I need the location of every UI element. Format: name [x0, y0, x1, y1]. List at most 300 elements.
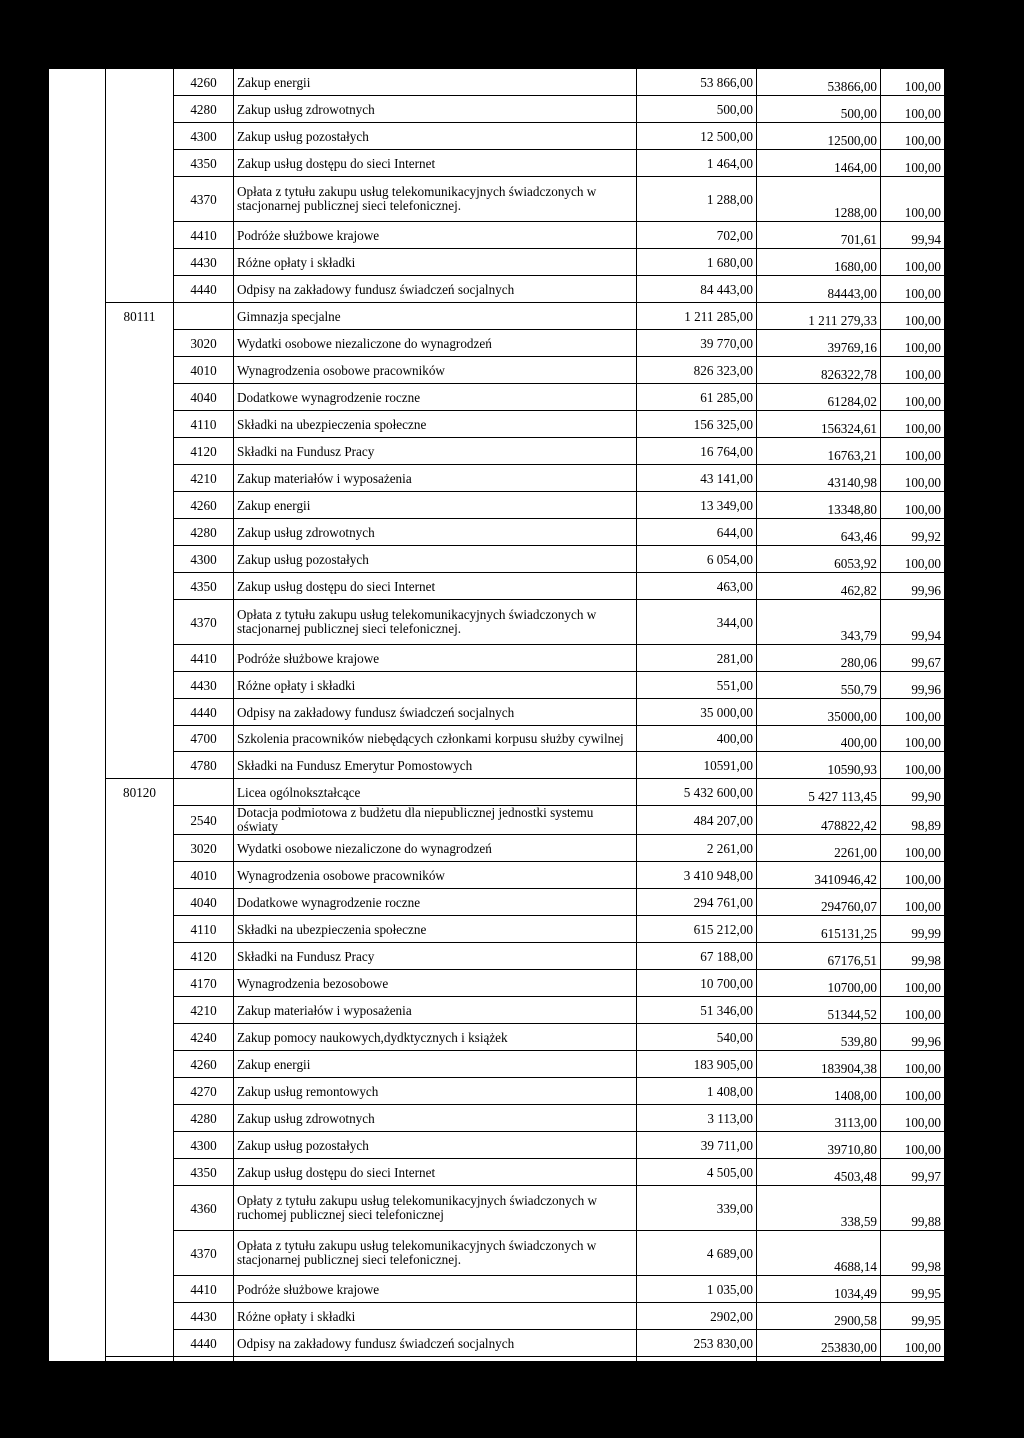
dzial-cell [49, 726, 106, 752]
rozdzial-cell [106, 222, 174, 249]
plan-cell: 500,00 [637, 96, 757, 123]
plan-cell: 1 288,00 [637, 177, 757, 222]
plan-cell: 1 680,00 [637, 249, 757, 276]
rozdzial-cell [106, 1105, 174, 1132]
table-row [49, 1078, 945, 1105]
dzial-cell [49, 1231, 106, 1276]
dzial-cell [49, 519, 106, 546]
plan-cell: 644,00 [637, 519, 757, 546]
plan-cell: 1 408,00 [637, 1078, 757, 1105]
nazwa-cell: Gimnazja specjalne [234, 303, 637, 330]
table-row [49, 123, 945, 150]
procent-cell: 100,00 [881, 96, 945, 123]
dzial-cell [49, 970, 106, 997]
procent-cell: 99,67 [881, 645, 945, 672]
nazwa-cell: Zakup usług dostępu do sieci Internet [234, 573, 637, 600]
rozdzial-cell: 80120 [106, 779, 174, 806]
rozdzial-cell [106, 1276, 174, 1303]
table-row [49, 779, 945, 806]
table-row [49, 465, 945, 492]
nazwa-cell: Odpisy na zakładowy fundusz świadczeń socjalnych [234, 1330, 637, 1357]
wykonanie-cell: 701,61 [757, 222, 881, 249]
dzial-cell [49, 1078, 106, 1105]
wykonanie-cell: 39710,80 [757, 1132, 881, 1159]
wykonanie-cell: 280,06 [757, 645, 881, 672]
rozdzial-cell [106, 1411, 174, 1438]
wykonanie-cell: 84443,00 [757, 276, 881, 303]
rozdzial-cell [106, 573, 174, 600]
procent-cell: 100,00 [881, 492, 945, 519]
paragraf-cell: 4300 [174, 546, 234, 573]
procent-cell: 100,00 [881, 357, 945, 384]
wykonanie-cell: 2900,58 [757, 1303, 881, 1330]
wykonanie-cell: 2261,00 [757, 835, 881, 862]
wykonanie-cell: 1288,00 [757, 177, 881, 222]
procent-cell: 100,00 [881, 699, 945, 726]
plan-cell: 3 410 948,00 [637, 862, 757, 889]
rozdzial-cell [106, 1186, 174, 1231]
rozdzial-cell [106, 249, 174, 276]
dzial-cell [49, 276, 106, 303]
table-row [49, 1105, 945, 1132]
nazwa-cell: Zakup materiałów i wyposażenia [234, 465, 637, 492]
rozdzial-cell [106, 672, 174, 699]
table-row [49, 862, 945, 889]
nazwa-cell: Składki na ubezpieczenia społeczne [234, 411, 637, 438]
plan-cell: 2 261,00 [637, 835, 757, 862]
nazwa-cell: Dotacja podmiotowa z budżetu dla niepublicznej jednostki systemu oświaty [234, 806, 637, 835]
nazwa-cell [234, 1411, 637, 1438]
paragraf-cell: 4410 [174, 222, 234, 249]
table-row [49, 276, 945, 303]
plan-cell: 484 207,00 [637, 806, 757, 835]
wykonanie-cell: 10700,00 [757, 970, 881, 997]
paragraf-cell [174, 779, 234, 806]
wykonanie-cell: 1 211 279,33 [757, 303, 881, 330]
table-row [49, 1186, 945, 1231]
table-row [49, 600, 945, 645]
dzial-cell [49, 862, 106, 889]
paragraf-cell: 4010 [174, 1411, 234, 1438]
procent-cell: 100,00 [881, 303, 945, 330]
procent-cell: 99,94 [881, 222, 945, 249]
nazwa-cell: Opłata z tytułu zakupu usług telekomunikacyjnych świadczonych w stacjonarnej publicznej sieci telefonicznej. [234, 600, 637, 645]
dzial-cell [49, 303, 106, 330]
rozdzial-cell [106, 177, 174, 222]
plan-cell: 39 770,00 [637, 330, 757, 357]
nazwa-cell: Zakup usług remontowych [234, 1078, 637, 1105]
rozdzial-cell [106, 862, 174, 889]
dzial-cell [49, 1024, 106, 1051]
table-row [49, 752, 945, 779]
wykonanie-cell: 183904,38 [757, 1051, 881, 1078]
plan-cell: 551,00 [637, 672, 757, 699]
table-row [49, 492, 945, 519]
table-row [49, 519, 945, 546]
plan-cell: 67 188,00 [637, 943, 757, 970]
rozdzial-cell [106, 1078, 174, 1105]
table-row [49, 150, 945, 177]
wykonanie-cell: 6053,92 [757, 546, 881, 573]
rozdzial-cell: 80111 [106, 303, 174, 330]
procent-cell: 100,00 [881, 1105, 945, 1132]
dzial-cell [49, 249, 106, 276]
rozdzial-cell [106, 384, 174, 411]
rozdzial-cell [106, 69, 174, 96]
dzial-cell [49, 1132, 106, 1159]
table-row [49, 943, 945, 970]
table-row [49, 1231, 945, 1276]
wykonanie-cell: 1464,00 [757, 150, 881, 177]
paragraf-cell: 4360 [174, 1186, 234, 1231]
plan-cell: 61 285,00 [637, 384, 757, 411]
wykonanie-cell: 400,00 [757, 726, 881, 752]
procent-cell: 98,89 [881, 806, 945, 835]
nazwa-cell: Zakup energii [234, 69, 637, 96]
dzial-cell [49, 1303, 106, 1330]
rozdzial-cell [106, 465, 174, 492]
plan-cell: 183 905,00 [637, 1051, 757, 1078]
table-row [49, 96, 945, 123]
rozdzial-cell [106, 600, 174, 645]
plan-cell: 400,00 [637, 726, 757, 752]
table-row [49, 222, 945, 249]
table-row [49, 546, 945, 573]
dzial-cell [49, 806, 106, 835]
dzial-cell [49, 943, 106, 970]
procent-cell: 99,95 [881, 1303, 945, 1330]
rozdzial-cell [106, 997, 174, 1024]
wykonanie-cell: 16763,21 [757, 438, 881, 465]
table-row [49, 997, 945, 1024]
procent-cell: 100,00 [881, 438, 945, 465]
plan-cell: 615 212,00 [637, 916, 757, 943]
plan-cell: 463,00 [637, 573, 757, 600]
nazwa-cell: Dodatkowe wynagrodzenie roczne [234, 889, 637, 916]
paragraf-cell: 4430 [174, 672, 234, 699]
table-row [49, 916, 945, 943]
table-row [49, 303, 945, 330]
nazwa-cell: Opłata z tytułu zakupu usług telekomunikacyjnych świadczonych w stacjonarnej publicznej sieci telefonicznej. [234, 1231, 637, 1276]
table-row [49, 726, 945, 752]
wykonanie-cell: 39769,16 [757, 330, 881, 357]
wykonanie-cell: 67176,51 [757, 943, 881, 970]
dzial-cell [49, 465, 106, 492]
paragraf-cell: 4270 [174, 1078, 234, 1105]
dzial-cell [49, 672, 106, 699]
rozdzial-cell [106, 1384, 174, 1411]
dzial-cell [49, 411, 106, 438]
procent-cell: 100,00 [881, 465, 945, 492]
nazwa-cell: Podróże służbowe krajowe [234, 222, 637, 249]
paragraf-cell: 4440 [174, 276, 234, 303]
table-row [49, 1024, 945, 1051]
table-row [49, 835, 945, 862]
paragraf-cell: 4260 [174, 492, 234, 519]
paragraf-cell: 4350 [174, 150, 234, 177]
dzial-cell [49, 357, 106, 384]
dzial-cell [49, 330, 106, 357]
rozdzial-cell [106, 1051, 174, 1078]
plan-cell: 53 866,00 [637, 69, 757, 96]
table-row [49, 69, 945, 96]
procent-cell: 99,98 [881, 1231, 945, 1276]
paragraf-cell: 4370 [174, 600, 234, 645]
procent-cell: 100,00 [881, 123, 945, 150]
procent-cell: 99,94 [881, 600, 945, 645]
procent-cell: 100,00 [881, 1132, 945, 1159]
nazwa-cell: Opłata z tytułu zakupu usług telekomunikacyjnych świadczonych w stacjonarnej publicznej sieci telefonicznej. [234, 177, 637, 222]
nazwa-cell: Wydatki osobowe niezaliczone do wynagrodzeń [234, 835, 637, 862]
procent-cell: 100,00 [881, 69, 945, 96]
dzial-cell [49, 1330, 106, 1357]
table-row [49, 1132, 945, 1159]
rozdzial-cell [106, 546, 174, 573]
paragraf-cell: 4440 [174, 699, 234, 726]
nazwa-cell: Zakup usług zdrowotnych [234, 96, 637, 123]
rozdzial-cell [106, 519, 174, 546]
wykonanie-cell: 294760,07 [757, 889, 881, 916]
wykonanie-cell: 53866,00 [757, 69, 881, 96]
plan-cell: 1 035,00 [637, 1276, 757, 1303]
nazwa-cell: Zakup usług zdrowotnych [234, 519, 637, 546]
table-row [49, 384, 945, 411]
rozdzial-cell [106, 492, 174, 519]
paragraf-cell: 4280 [174, 519, 234, 546]
paragraf-cell [174, 1357, 234, 1384]
paragraf-cell: 4110 [174, 411, 234, 438]
plan-cell: 1 464,00 [637, 150, 757, 177]
plan-cell: 339,00 [637, 1186, 757, 1231]
wykonanie-cell: 13348,80 [757, 492, 881, 519]
nazwa-cell: Podróże służbowe krajowe [234, 1276, 637, 1303]
table-row [49, 970, 945, 997]
procent-cell: 99,96 [881, 1024, 945, 1051]
paragraf-cell: 4040 [174, 384, 234, 411]
procent-cell: 99,96 [881, 672, 945, 699]
nazwa-cell: Szkolenia pracowników niebędących członkami korpusu służby cywilnej [234, 726, 637, 752]
nazwa-cell: Zakup pomocy naukowych,dydktycznych i książek [234, 1024, 637, 1051]
paragraf-cell: 4240 [174, 1024, 234, 1051]
paragraf-cell: 4120 [174, 943, 234, 970]
nazwa-cell: Licea ogólnokształcące [234, 779, 637, 806]
wykonanie-cell: 615131,25 [757, 916, 881, 943]
wykonanie-cell: 3113,00 [757, 1105, 881, 1132]
table-row [49, 411, 945, 438]
rozdzial-cell [106, 1231, 174, 1276]
table-row [49, 249, 945, 276]
nazwa-cell: Dodatkowe wynagrodzenie roczne [234, 384, 637, 411]
wykonanie-cell: 43140,98 [757, 465, 881, 492]
paragraf-cell: 4010 [174, 357, 234, 384]
wykonanie-cell: 253830,00 [757, 1330, 881, 1357]
budget-table [48, 68, 945, 1438]
plan-cell: 294 761,00 [637, 889, 757, 916]
paragraf-cell: 3020 [174, 835, 234, 862]
table-row [49, 1384, 945, 1411]
paragraf-cell: 4260 [174, 1051, 234, 1078]
rozdzial-cell [106, 1024, 174, 1051]
rozdzial-cell [106, 943, 174, 970]
nazwa-cell: Wydatki osobowe niezaliczone do wynagrodzeń [234, 330, 637, 357]
nazwa-cell: Opłaty z tytułu zakupu usług telekomunikacyjnych świadczonych w ruchomej publicznej sieci telefonicznej [234, 1186, 637, 1231]
wykonanie-cell: 462,82 [757, 573, 881, 600]
paragraf-cell: 4300 [174, 1132, 234, 1159]
wykonanie-cell: 338,59 [757, 1186, 881, 1231]
procent-cell: 99,90 [881, 779, 945, 806]
paragraf-cell: 2540 [174, 806, 234, 835]
wykonanie-cell: 478822,42 [757, 806, 881, 835]
plan-cell: 43 141,00 [637, 465, 757, 492]
wykonanie-cell: 4503,48 [757, 1159, 881, 1186]
rozdzial-cell [106, 889, 174, 916]
procent-cell: 100,00 [881, 726, 945, 752]
dzial-cell [49, 492, 106, 519]
plan-cell: 2902,00 [637, 1303, 757, 1330]
wykonanie-cell: 1408,00 [757, 1078, 881, 1105]
procent-cell: 100,00 [881, 889, 945, 916]
paragraf-cell: 4210 [174, 465, 234, 492]
nazwa-cell: Zakup usług pozostałych [234, 1132, 637, 1159]
plan-cell: 35 000,00 [637, 699, 757, 726]
wykonanie-cell: 12500,00 [757, 123, 881, 150]
dzial-cell [49, 96, 106, 123]
wykonanie-cell: 1680,00 [757, 249, 881, 276]
rozdzial-cell [106, 150, 174, 177]
table-row [49, 645, 945, 672]
nazwa-cell: Odpisy na zakładowy fundusz świadczeń socjalnych [234, 276, 637, 303]
paragraf-cell: 4120 [174, 438, 234, 465]
wykonanie-cell: 500,00 [757, 96, 881, 123]
table-row [49, 1303, 945, 1330]
table-row [49, 1411, 945, 1438]
dzial-cell [49, 123, 106, 150]
dzial-cell [49, 1051, 106, 1078]
procent-cell: 100,00 [881, 546, 945, 573]
nazwa-cell: Różne opłaty i składki [234, 672, 637, 699]
paragraf-cell: 4280 [174, 1105, 234, 1132]
dzial-cell [49, 1411, 106, 1438]
paragraf-cell: 4440 [174, 1330, 234, 1357]
wykonanie-cell: 539,80 [757, 1024, 881, 1051]
rozdzial-cell [106, 276, 174, 303]
rozdzial-cell [106, 330, 174, 357]
procent-cell: 99,88 [881, 1186, 945, 1231]
dzial-cell [49, 997, 106, 1024]
plan-cell: 1 211 285,00 [637, 303, 757, 330]
nazwa-cell: Zakup usług dostępu do sieci Internet [234, 1159, 637, 1186]
plan-cell: 253 830,00 [637, 1330, 757, 1357]
dzial-cell [49, 1384, 106, 1411]
plan-cell: 4 505,00 [637, 1159, 757, 1186]
plan-cell [637, 1411, 757, 1438]
table-row [49, 699, 945, 726]
procent-cell: 99,97 [881, 1159, 945, 1186]
paragraf-cell: 4780 [174, 752, 234, 779]
nazwa-cell: Wydatki osobowe niezaliczone do wynagrodzeń [234, 1384, 637, 1411]
procent-cell: 100,00 [881, 276, 945, 303]
procent-cell: 100,00 [881, 1357, 945, 1384]
dzial-cell [49, 779, 106, 806]
procent-cell [881, 1411, 945, 1438]
table-row [49, 438, 945, 465]
plan-cell: 858 492,00 [637, 1357, 757, 1384]
procent-cell: 100,00 [881, 330, 945, 357]
wykonanie-cell: 643,46 [757, 519, 881, 546]
paragraf-cell [174, 303, 234, 330]
paragraf-cell: 4210 [174, 997, 234, 1024]
dzial-cell [49, 645, 106, 672]
wykonanie-cell [757, 1411, 881, 1438]
nazwa-cell: Odpisy na zakładowy fundusz świadczeń socjalnych [234, 699, 637, 726]
dzial-cell [49, 835, 106, 862]
plan-cell: 540,00 [637, 1024, 757, 1051]
procent-cell: 100,00 [881, 150, 945, 177]
plan-cell: 156 325,00 [637, 411, 757, 438]
rozdzial-cell [106, 699, 174, 726]
paragraf-cell: 4370 [174, 177, 234, 222]
paragraf-cell: 4430 [174, 1303, 234, 1330]
wykonanie-cell: 826322,78 [757, 357, 881, 384]
nazwa-cell: Zakup energii [234, 492, 637, 519]
plan-cell: 344,00 [637, 600, 757, 645]
wykonanie-cell: 858 449,27 [757, 1357, 881, 1384]
rozdzial-cell [106, 1159, 174, 1186]
table-row [49, 1159, 945, 1186]
wykonanie-cell: 567,00 [757, 1384, 881, 1411]
paragraf-cell: 4110 [174, 916, 234, 943]
table-row [49, 357, 945, 384]
nazwa-cell: Zakup materiałów i wyposażenia [234, 997, 637, 1024]
procent-cell: 99,92 [881, 519, 945, 546]
plan-cell: 567,00 [637, 1384, 757, 1411]
document-page [48, 68, 944, 1432]
rozdzial-cell [106, 1330, 174, 1357]
dzial-cell [49, 1357, 106, 1384]
dzial-cell [49, 177, 106, 222]
plan-cell: 13 349,00 [637, 492, 757, 519]
table-row [49, 1276, 945, 1303]
procent-cell: 99,95 [881, 1276, 945, 1303]
procent-cell: 100,00 [881, 1384, 945, 1411]
nazwa-cell: Wynagrodzenia osobowe pracowników [234, 357, 637, 384]
plan-cell: 702,00 [637, 222, 757, 249]
dzial-cell [49, 1186, 106, 1231]
procent-cell: 99,96 [881, 573, 945, 600]
wykonanie-cell: 10590,93 [757, 752, 881, 779]
table-row [49, 672, 945, 699]
rozdzial-cell [106, 123, 174, 150]
paragraf-cell: 3020 [174, 330, 234, 357]
rozdzial-cell [106, 1132, 174, 1159]
procent-cell: 100,00 [881, 411, 945, 438]
plan-cell: 39 711,00 [637, 1132, 757, 1159]
nazwa-cell: Różne opłaty i składki [234, 249, 637, 276]
paragraf-cell: 4040 [174, 889, 234, 916]
rozdzial-cell [106, 411, 174, 438]
plan-cell: 4 689,00 [637, 1231, 757, 1276]
plan-cell: 16 764,00 [637, 438, 757, 465]
wykonanie-cell: 35000,00 [757, 699, 881, 726]
plan-cell: 5 432 600,00 [637, 779, 757, 806]
dzial-cell [49, 1159, 106, 1186]
nazwa-cell: Zakup usług pozostałych [234, 546, 637, 573]
paragraf-cell: 4260 [174, 69, 234, 96]
procent-cell: 100,00 [881, 249, 945, 276]
procent-cell: 100,00 [881, 384, 945, 411]
wykonanie-cell: 343,79 [757, 600, 881, 645]
plan-cell: 10591,00 [637, 752, 757, 779]
